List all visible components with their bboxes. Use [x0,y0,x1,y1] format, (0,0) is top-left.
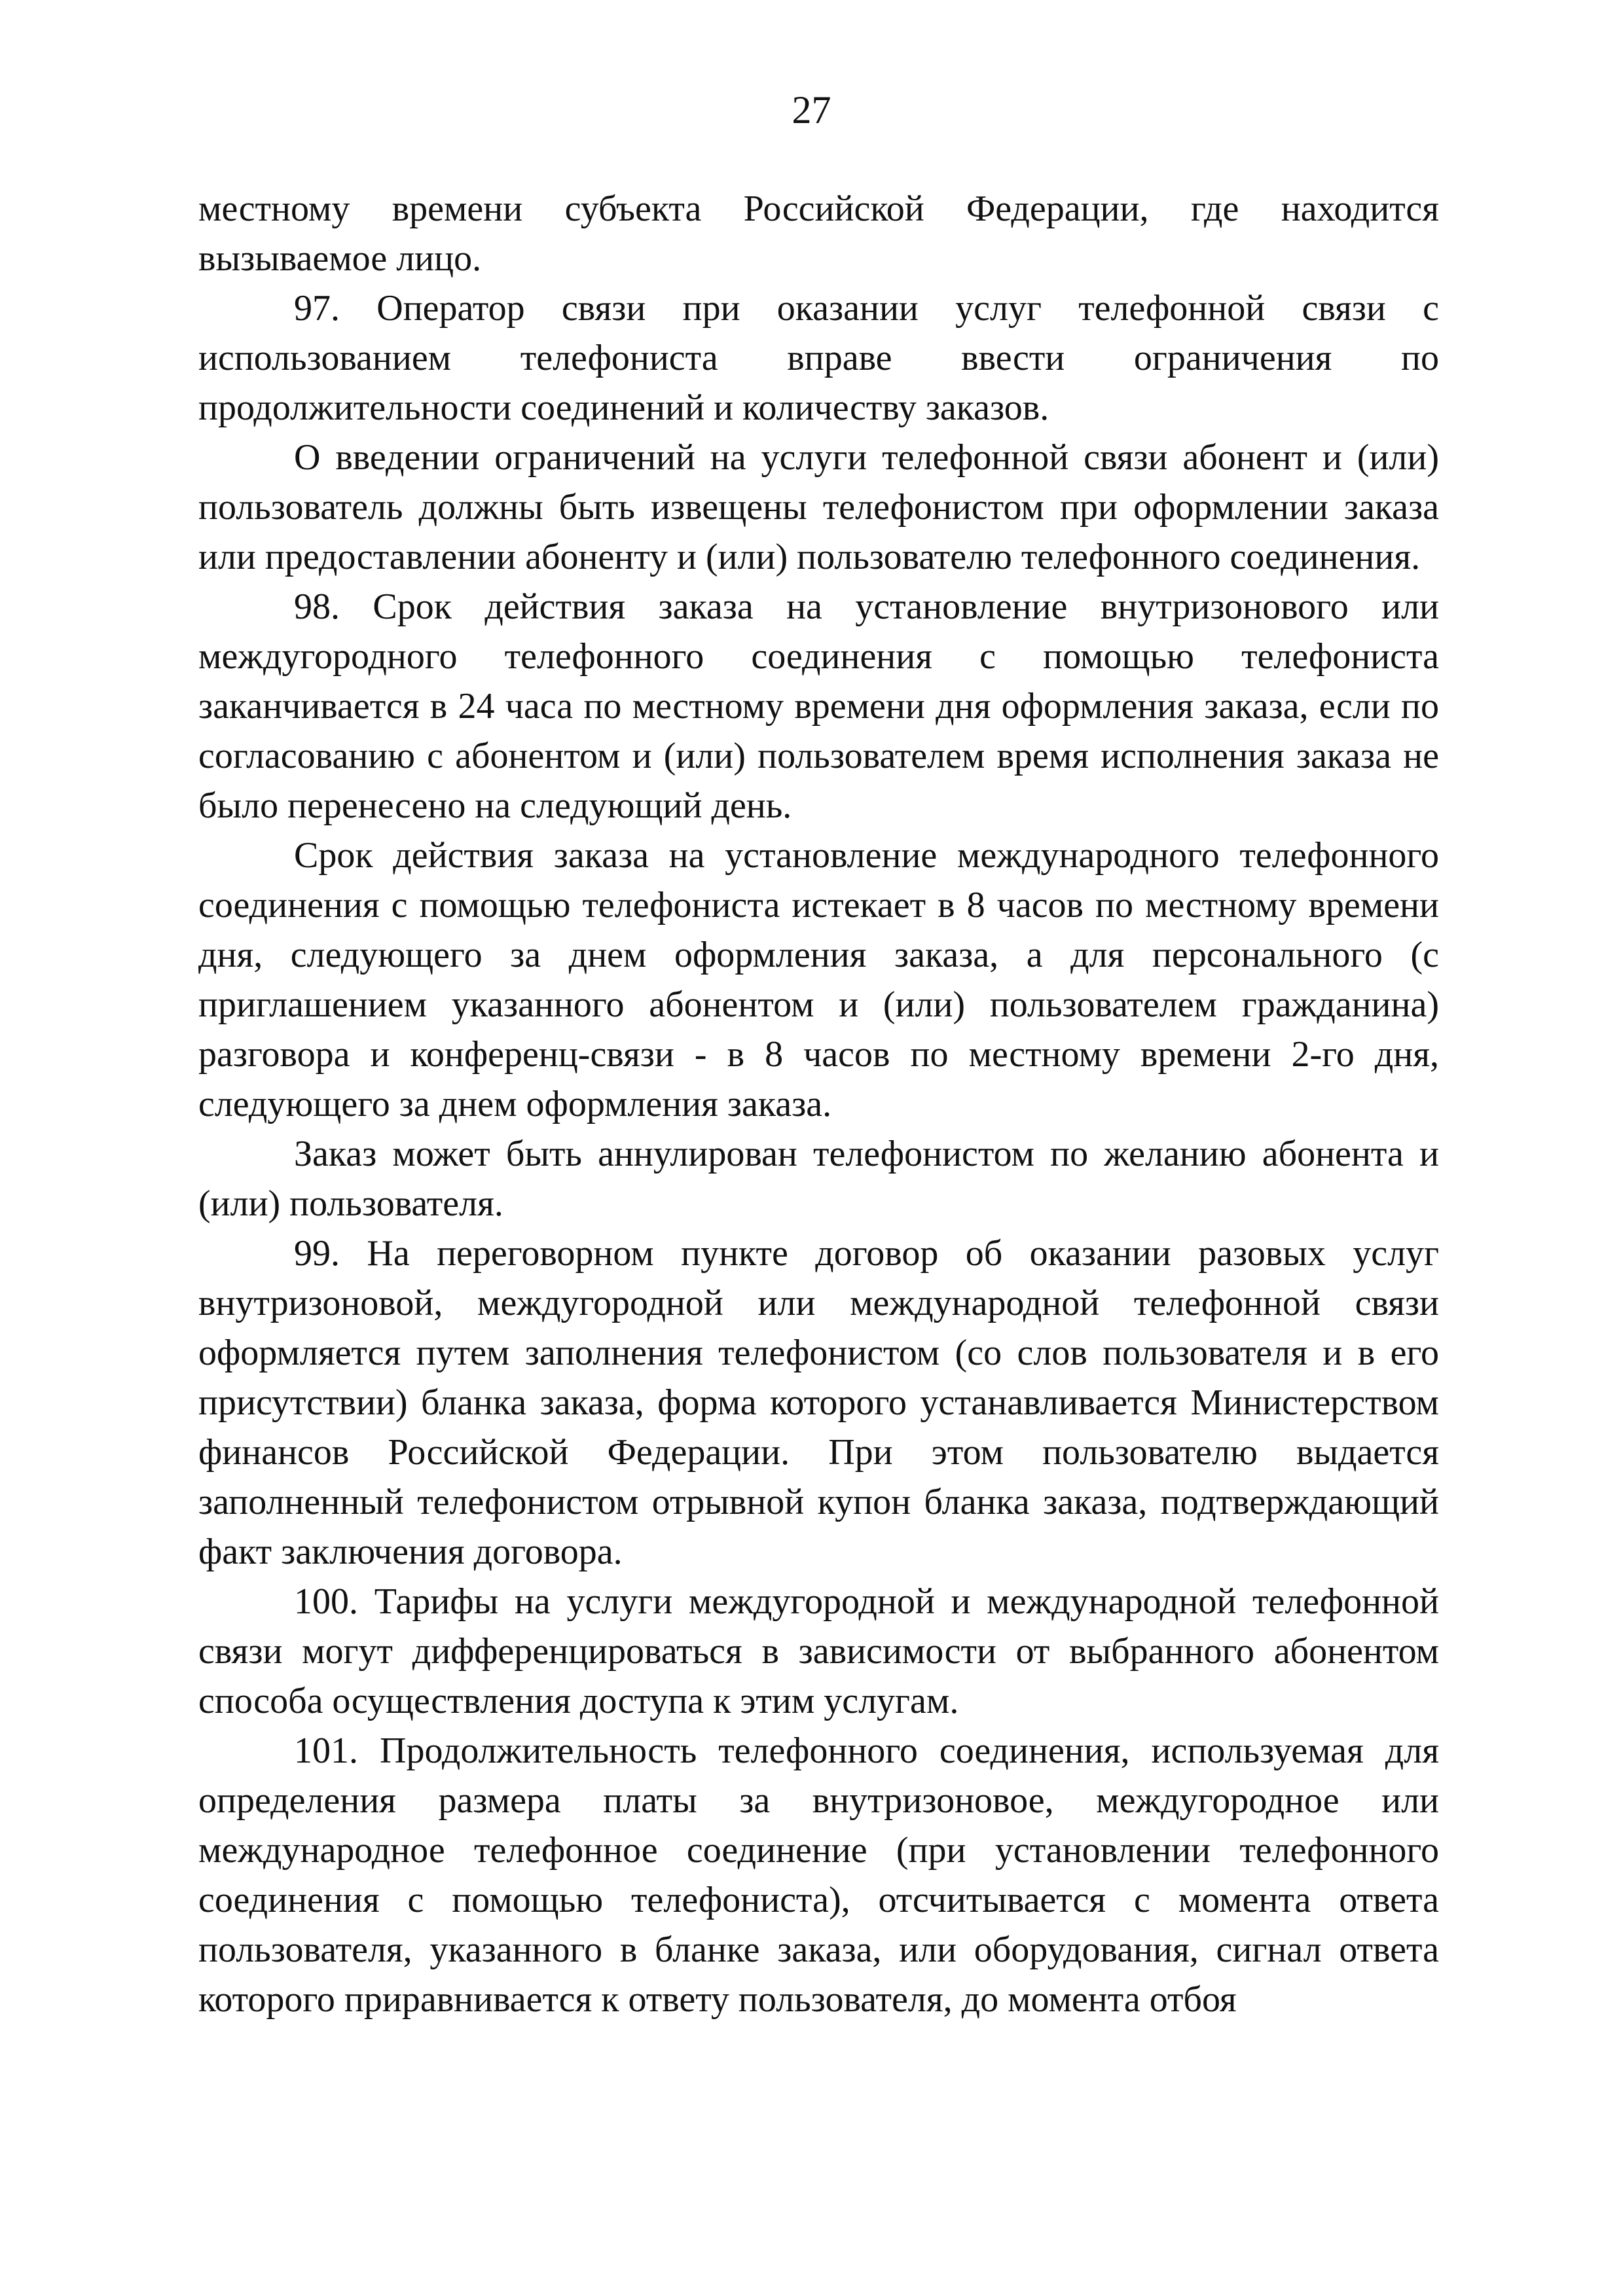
paragraph-98-international-order: Срок действия заказа на установление международного телефонного соединения с помощью телефониста истекает в 8 часов по местному времени дня, следующего за днем оформления заказа, а для персонального (с приглашением указанного абонентом и (или) пользователем гражданина) разговора и конференц-связи - в 8 часов по местному времени 2-го дня, следующего за днем оформления заказа. [198,835,1439,1124]
paragraph-98-cancellation: Заказ может быть аннулирован телефонистом по желанию абонента и (или) пользователя. [198,1134,1439,1224]
paragraph-98: 98. Срок действия заказа на установление внутризонового или междугородного телефонного соединения с помощью телефониста заканчивается в 24 часа по местному времени дня оформления заказа, если по согласованию с абонентом и (или) пользователем время исполнения заказа не было перенесено на следующий день. [198,586,1439,826]
paragraph-100: 100. Тарифы на услуги междугородной и международной телефонной связи могут дифференцироваться в зависимости от выбранного абонентом способа осуществления доступа к этим услугам. [198,1581,1439,1721]
paragraph-continuation: местному времени субъекта Российской Федерации, где находится вызываемое лицо. [198,188,1439,279]
page-number: 27 [792,88,831,132]
paragraph-97: 97. Оператор связи при оказании услуг телефонной связи с использованием телефониста вправе ввести ограничения по продолжительности соединений и количеству заказов. [198,288,1439,428]
document-body [198,184,1439,2024]
paragraph-97-restrictions-notice: О введении ограничений на услуги телефонной связи абонент и (или) пользователь должны быть извещены телефонистом при оформлении заказа или предоставлении абоненту и (или) пользователю телефонного соединения. [198,437,1439,577]
paragraph-101: 101. Продолжительность телефонного соединения, используемая для определения размера платы за внутризоновое, междугородное или международное телефонное соединение (при установлении телефонного соединения с помощью телефониста), отсчитывается с момента ответа пользователя, указанного в бланке заказа, или оборудования, сигнал ответа которого приравнивается к ответу пользователя, до момента отбоя [198,1731,1439,2020]
paragraph-99: 99. На переговорном пункте договор об оказании разовых услуг внутризоновой, междугородной или международной телефонной связи оформляется путем заполнения телефонистом (со слов пользователя и в его присутствии) бланка заказа, форма которого устанавливается Министерством финансов Российской Федерации. При этом пользователю выдается заполненный телефонистом отрывной купон бланка заказа, подтверждающий факт заключения договора. [198,1233,1439,1572]
